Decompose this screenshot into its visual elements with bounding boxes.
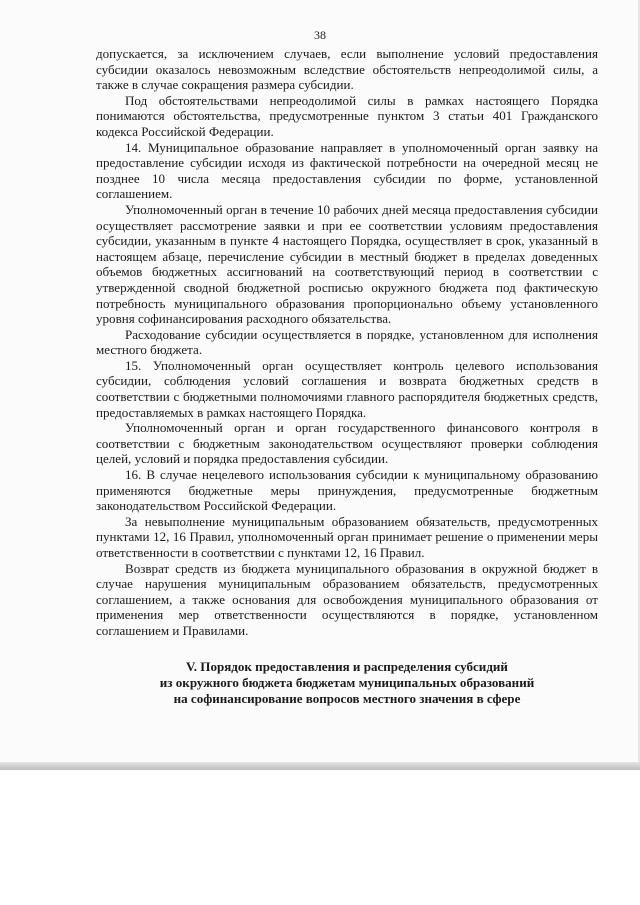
paragraph-continuation: допускается, за исключением случаев, если выполнение условий предоставления субсидии оказалось невозможным вследствие обстоятельств непреодолимой силы, а также в случае сокращения размера субсидии.	[96, 46, 598, 93]
paragraph-refund: Возврат средств из бюджета муниципального образования в окружной бюджет в случае нарушения муниципальным образованием обязательств, предусмотренных соглашением, а также основания для освобождения муниципального образования от применения мер ответственности осуществляются в порядке, установленном соглашением и Правилами.	[96, 560, 598, 638]
paragraph-force-majeure: Под обстоятельствами непреодолимой силы в рамках настоящего Порядка понимаются обстоятельства, предусмотренные пунктом 3 статьи 401 Гражданского кодекса Российской Федерации.	[96, 92, 598, 139]
section-heading	[96, 659, 598, 706]
section-heading-line: на софинансирование вопросов местного значения в сфере	[173, 690, 521, 706]
section-heading-line: V. Порядок предоставления и распределения субсидий	[186, 659, 508, 674]
paragraph-clause-14: 14. Муниципальное образование направляет в уполномоченный орган заявку на предоставление субсидии исходя из фактической потребности на очередной месяц не позднее 10 числа месяца предоставления субсидии по форме, установленной соглашением.	[96, 139, 598, 202]
page-number: 38	[314, 28, 326, 42]
paragraph-clause-16: 16. В случае нецелевого использования субсидии к муниципальному образованию применяются бюджетные меры принуждения, предусмотренные бюджетным законодательством Российской Федерации.	[96, 467, 598, 514]
paragraph-financial-control: Уполномоченный орган и орган государственного финансового контроля в соответствии с бюджетным законодательством осуществляют проверки соблюдения целей, условий и порядка предоставления субсидии.	[96, 420, 598, 467]
paragraph-non-fulfilment: За невыполнение муниципальным образованием обязательств, предусмотренных пунктами 12, 16 Правил, уполномоченный орган принимает решение о применении меры ответственности в соответствии с пунктами 12, 16 Правил.	[96, 513, 598, 560]
paragraph-clause-15: 15. Уполномоченный орган осуществляет контроль целевого использования субсидии, соблюдения условий соглашения и возврата бюджетных средств в соответствии с бюджетными полномочиями главного распорядителя бюджетных средств, предоставляемых в рамках настоящего Порядка.	[96, 357, 598, 420]
paragraph-spending: Расходование субсидии осуществляется в порядке, установленном для исполнения местного бюджета.	[96, 326, 598, 358]
scan-edge	[0, 762, 640, 770]
paragraph-application-review: Уполномоченный орган в течение 10 рабочих дней месяца предоставления субсидии осуществляет рассмотрение заявки и при ее соответствии условиям предоставления субсидии, указанным в пункте 4 настоящего Порядка, осуществляет в срок, указанный в настоящем абзаце, перечисление субсидии в местный бюджет в пределах доведенных объемов бюджетных ассигнований на соответствующий период в соответствии с утвержденной сводной бюджетной росписью окружного бюджета под фактическую потребность муниципального образования пропорционально объему установленного уровня софинансирования расходного обязательства.	[96, 201, 598, 327]
section-heading-line: из окружного бюджета бюджетам муниципальных образований	[159, 674, 535, 690]
document-body	[96, 46, 598, 639]
